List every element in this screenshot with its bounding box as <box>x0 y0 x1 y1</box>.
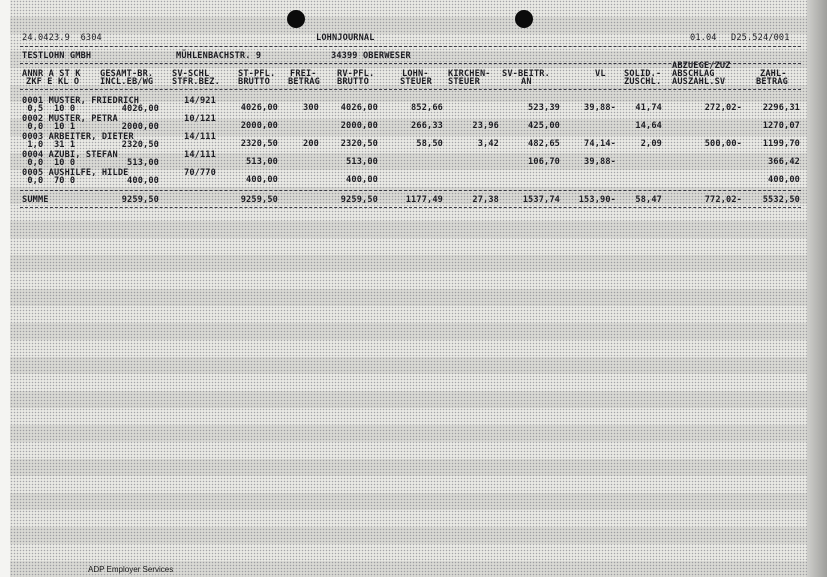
col-header: STFR.BEZ. <box>172 77 220 87</box>
zahlbetrag: 2296,31 <box>762 103 800 113</box>
rule <box>20 190 801 191</box>
rv-pfl-brutto: 2320,50 <box>340 139 378 149</box>
punch-hole-left <box>287 10 305 28</box>
punch-hole-right <box>515 10 533 28</box>
summe-solid: 58,47 <box>635 195 662 205</box>
zahlbetrag: 400,00 <box>768 175 800 185</box>
col-header: SOLID.- <box>624 69 662 79</box>
col-header: ANNR A ST K <box>22 69 81 79</box>
doc-code: 24.0423.9 6304 <box>22 33 102 43</box>
st-pfl-brutto: 400,00 <box>246 175 278 185</box>
summe-zahl: 5532,50 <box>762 195 800 205</box>
abzuege: 500,00- <box>704 139 742 149</box>
col-header: ABZUEGE/ZUZ <box>672 61 731 71</box>
company-street: MÜHLENBACHSTR. 9 <box>176 51 262 61</box>
employee-codes: 0,5 10 0 <box>22 104 76 114</box>
col-header: BETRAG <box>756 77 788 87</box>
summe-kirch: 27,38 <box>472 195 499 205</box>
gesamt-brutto: 513,00 <box>127 158 159 168</box>
zahlbetrag: 366,42 <box>768 157 800 167</box>
col-header: ZUSCHL. <box>624 77 662 87</box>
lohnsteuer: 266,33 <box>411 121 443 131</box>
st-pfl-brutto: 2000,00 <box>240 121 278 131</box>
vl: 39,88- <box>584 103 616 113</box>
page-edge-shadow <box>807 0 827 577</box>
col-header: ZAHL- <box>760 69 787 79</box>
sv-beitrag: 523,39 <box>528 103 560 113</box>
summe-stpfl: 9259,50 <box>240 195 278 205</box>
col-header: ABSCHLAG <box>672 69 715 79</box>
col-header: RV-PFL. <box>337 69 375 79</box>
st-pfl-brutto: 4026,00 <box>240 103 278 113</box>
solidaritaetszuschlag: 2,09 <box>640 139 662 149</box>
col-header: SV-BEITR. <box>502 69 550 79</box>
rule <box>20 207 801 208</box>
doc-period: 01.04 <box>690 33 717 43</box>
rule <box>20 46 801 47</box>
solidaritaetszuschlag: 41,74 <box>635 103 662 113</box>
company-city: 34399 OBERWESER <box>331 51 411 61</box>
lohnsteuer: 58,50 <box>416 139 443 149</box>
sv-schluessel: 70/770 <box>184 168 216 178</box>
employee-name: 0004 AZUBI, STEFAN <box>22 150 118 160</box>
freibetrag: 300 <box>303 103 319 113</box>
abzuege: 272,02- <box>704 103 742 113</box>
col-header: LOHN- <box>402 69 429 79</box>
col-header: FREI- <box>290 69 317 79</box>
kirchensteuer: 23,96 <box>472 121 499 131</box>
zahlbetrag: 1270,07 <box>762 121 800 131</box>
summe-gesamt: 9259,50 <box>121 195 159 205</box>
col-header: KIRCHEN- <box>448 69 491 79</box>
summe-label: SUMME <box>22 195 49 205</box>
solidaritaetszuschlag: 14,64 <box>635 121 662 131</box>
col-header: ZKF E KL O <box>26 77 80 87</box>
rv-pfl-brutto: 400,00 <box>346 175 378 185</box>
gesamt-brutto: 2320,50 <box>121 140 159 150</box>
col-header: ST-PFL. <box>238 69 276 79</box>
sv-schluessel: 14/111 <box>184 150 216 160</box>
st-pfl-brutto: 2320,50 <box>240 139 278 149</box>
employee-codes: 0,0 10 1 <box>22 122 76 132</box>
summe-abz: 772,02- <box>704 195 742 205</box>
sv-schluessel: 10/121 <box>184 114 216 124</box>
summe-rvpfl: 9259,50 <box>340 195 378 205</box>
col-header: GESAMT-BR. <box>100 69 154 79</box>
col-header: AN <box>521 77 532 87</box>
doc-title: LOHNJOURNAL <box>316 33 375 43</box>
summe-sv: 1537,74 <box>522 195 560 205</box>
employee-codes: 1,0 31 1 <box>22 140 76 150</box>
col-header: INCL.EB/WG <box>100 77 154 87</box>
company-name: TESTLOHN GMBH <box>22 51 92 61</box>
gesamt-brutto: 4026,00 <box>121 104 159 114</box>
sv-schluessel: 14/111 <box>184 132 216 142</box>
zahlbetrag: 1199,70 <box>762 139 800 149</box>
summe-vl: 153,90- <box>578 195 616 205</box>
employee-name: 0005 AUSHILFE, HILDE <box>22 168 129 178</box>
sv-schluessel: 14/921 <box>184 96 216 106</box>
vl: 39,88- <box>584 157 616 167</box>
st-pfl-brutto: 513,00 <box>246 157 278 167</box>
rv-pfl-brutto: 4026,00 <box>340 103 378 113</box>
freibetrag: 200 <box>303 139 319 149</box>
kirchensteuer: 3,42 <box>477 139 499 149</box>
employee-codes: 0,0 10 0 <box>22 158 76 168</box>
gesamt-brutto: 400,00 <box>127 176 159 186</box>
col-header: SV-SCHL <box>172 69 210 79</box>
rule <box>20 89 801 90</box>
col-header: STEUER <box>400 77 432 87</box>
employee-name: 0002 MUSTER, PETRA <box>22 114 118 124</box>
employee-name: 0003 ARBEITER, DIETER <box>22 132 134 142</box>
vl: 74,14- <box>584 139 616 149</box>
col-header: STEUER <box>448 77 480 87</box>
sv-beitrag: 106,70 <box>528 157 560 167</box>
col-header: BETRAG <box>288 77 320 87</box>
sv-beitrag: 482,65 <box>528 139 560 149</box>
employee-name: 0001 MUSTER, FRIEDRICH <box>22 96 140 106</box>
col-header: AUSZAHL.SV <box>672 77 726 87</box>
lohnsteuer: 852,66 <box>411 103 443 113</box>
sv-beitrag: 425,00 <box>528 121 560 131</box>
col-header: BRUTTO <box>337 77 369 87</box>
doc-ref: D25.524/001 <box>731 33 790 43</box>
col-header: VL <box>595 69 606 79</box>
employee-codes: 0,0 70 0 <box>22 176 76 186</box>
rv-pfl-brutto: 2000,00 <box>340 121 378 131</box>
footer-brand: ADP Employer Services <box>88 565 174 574</box>
col-header: BRUTTO <box>238 77 270 87</box>
summe-lohnst: 1177,49 <box>405 195 443 205</box>
rv-pfl-brutto: 513,00 <box>346 157 378 167</box>
gesamt-brutto: 2000,00 <box>121 122 159 132</box>
